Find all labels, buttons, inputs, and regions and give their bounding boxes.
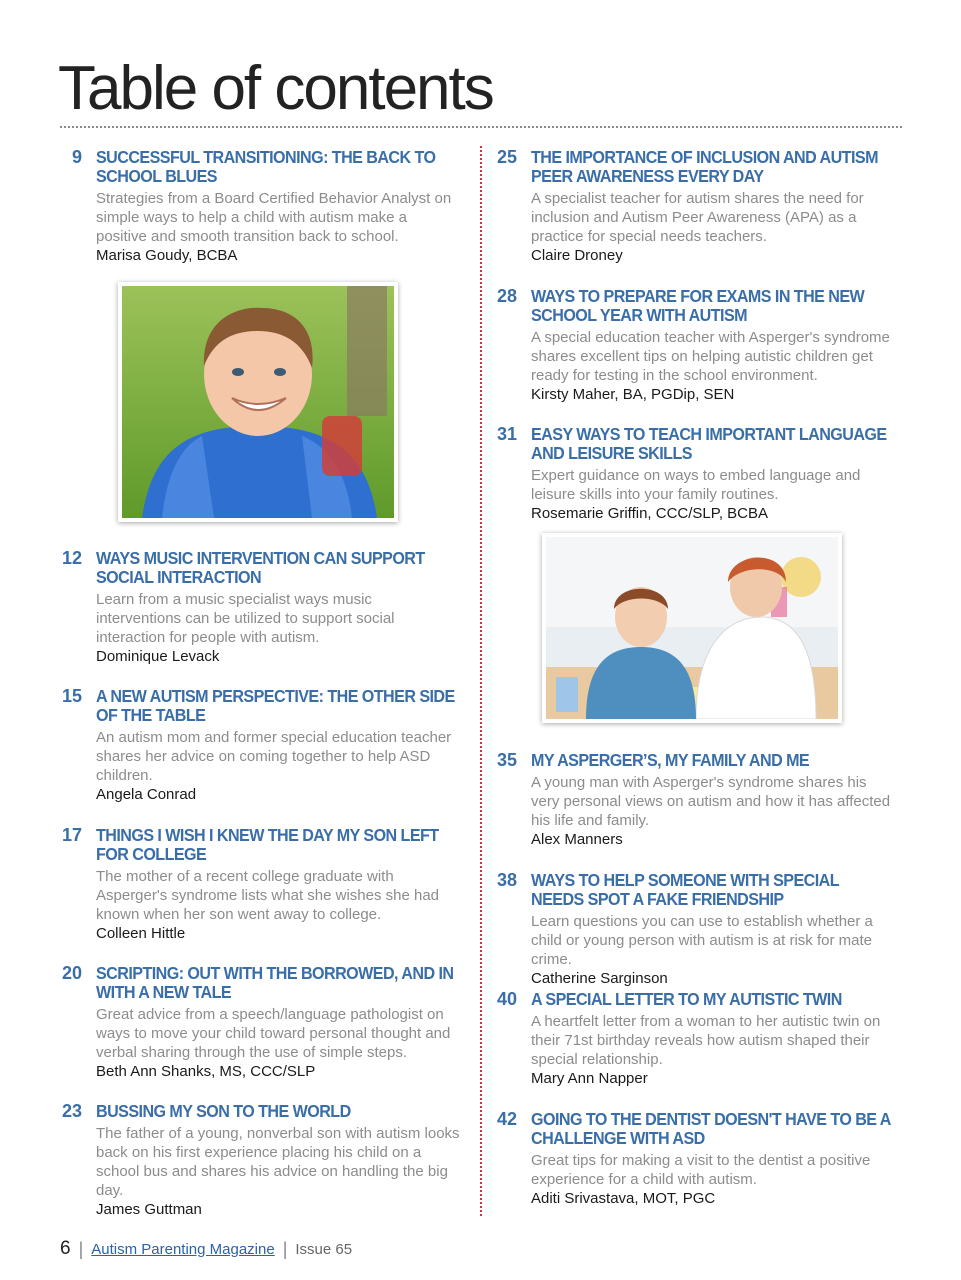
toc-entry[interactable]: [61, 963, 461, 1082]
article-author: Marisa Goudy, BCBA: [96, 247, 238, 264]
article-description: An autism mom and former special education teacher shares her advice on coming together to help ASD children.: [96, 729, 452, 784]
toc-entry[interactable]: [496, 989, 896, 1089]
toc-entry[interactable]: [496, 424, 896, 524]
footer-separator: |: [78, 1238, 84, 1259]
page-number: 38: [496, 870, 517, 890]
page-number: 17: [61, 825, 82, 845]
article-description: Strategies from a Board Certified Behavior Analyst on simple ways to help a child with autism make a positive and smooth transition back to school.: [96, 190, 452, 245]
article-author: Angela Conrad: [96, 786, 197, 803]
page-number: 40: [496, 989, 517, 1009]
toc-entry[interactable]: [496, 750, 896, 850]
footer-page-number: 6: [60, 1238, 71, 1259]
toc-entry[interactable]: [496, 870, 896, 989]
page-number: 20: [61, 963, 82, 983]
page-number: 42: [496, 1109, 517, 1129]
article-description: Expert guidance on ways to embed language and leisure skills into your family routines.: [531, 467, 861, 503]
page-number: 31: [496, 424, 517, 444]
article-title[interactable]: THE IMPORTANCE OF INCLUSION AND AUTISM PEER AWARENESS EVERY DAY: [531, 147, 878, 186]
article-description: Learn questions you can use to establish whether a child or young person with autism is at risk for mate crime.: [531, 913, 873, 968]
article-title[interactable]: WAYS MUSIC INTERVENTION CAN SUPPORT SOCIAL INTERACTION: [96, 548, 425, 587]
article-author: Kirsty Maher, BA, PGDip, SEN: [531, 386, 735, 403]
article-description: The father of a young, nonverbal son with autism looks back on his first experience placing his child on a school bus and shares his advice on handling the big day.: [96, 1125, 460, 1199]
toc-entry[interactable]: [61, 686, 461, 805]
page-number: 12: [61, 548, 82, 568]
article-title[interactable]: SUCCESSFUL TRANSITIONING: THE BACK TO SCHOOL BLUES: [96, 147, 436, 186]
article-author: Dominique Levack: [96, 648, 220, 665]
article-description: Great advice from a speech/language pathologist on ways to move your child toward personal thought and verbal sharing through the use of simple steps.: [96, 1006, 451, 1061]
page-number: 15: [61, 686, 82, 706]
article-title[interactable]: WAYS TO HELP SOMEONE WITH SPECIAL NEEDS SPOT A FAKE FRIENDSHIP: [531, 870, 839, 909]
toc-entry[interactable]: [61, 1101, 461, 1220]
title-divider: [60, 126, 902, 128]
article-description: Learn from a music specialist ways music interventions can be utilized to support social interaction for people with autism.: [96, 591, 395, 646]
article-title[interactable]: A NEW AUTISM PERSPECTIVE: THE OTHER SIDE OF THE TABLE: [96, 686, 455, 725]
column-divider: [480, 146, 482, 1216]
footer-separator: |: [282, 1238, 288, 1259]
toc-entry[interactable]: [496, 147, 896, 266]
page-number: 35: [496, 750, 517, 770]
article-title[interactable]: GOING TO THE DENTIST DOESN'T HAVE TO BE A CHALLENGE WITH ASD: [531, 1109, 891, 1148]
article-description: A special education teacher with Asperger's syndrome shares excellent tips on helping autistic children get ready for testing in the school environment.: [531, 329, 890, 384]
page-number: 9: [71, 147, 82, 167]
article-title[interactable]: EASY WAYS TO TEACH IMPORTANT LANGUAGE AND LEISURE SKILLS: [531, 424, 887, 463]
toc-entry[interactable]: [61, 825, 461, 944]
article-title[interactable]: SCRIPTING: OUT WITH THE BORROWED, AND IN WITH A NEW TALE: [96, 963, 454, 1002]
page-title: Table of contents: [58, 54, 493, 123]
article-author: Alex Manners: [531, 831, 623, 848]
article-author: Rosemarie Griffin, CCC/SLP, BCBA: [531, 505, 769, 522]
article-author: James Guttman: [96, 1201, 202, 1218]
article-author: Colleen Hittle: [96, 925, 186, 942]
article-description: A specialist teacher for autism shares the need for inclusion and Autism Peer Awareness (APA) as a practice for special needs teachers.: [531, 190, 864, 245]
boy-with-backpack-photo: [118, 282, 398, 522]
page-number: 28: [496, 286, 517, 306]
article-description: Great tips for making a visit to the dentist a positive experience for a child with autism.: [531, 1152, 871, 1188]
article-author: Mary Ann Napper: [531, 1070, 648, 1087]
page-number: 25: [496, 147, 517, 167]
page-footer: [60, 1238, 352, 1260]
article-title[interactable]: WAYS TO PREPARE FOR EXAMS IN THE NEW SCHOOL YEAR WITH AUTISM: [531, 286, 865, 325]
toc-entry[interactable]: [61, 548, 461, 667]
article-title[interactable]: BUSSING MY SON TO THE WORLD: [96, 1101, 351, 1121]
article-title[interactable]: MY ASPERGER’S, MY FAMILY AND ME: [531, 750, 810, 770]
article-title[interactable]: A SPECIAL LETTER TO MY AUTISTIC TWIN: [531, 989, 842, 1009]
magazine-link[interactable]: Autism Parenting Magazine: [91, 1240, 275, 1258]
article-description: A young man with Asperger's syndrome shares his very personal views on autism and how it has affected his life and family.: [531, 774, 891, 829]
article-author: Beth Ann Shanks, MS, CCC/SLP: [96, 1063, 316, 1080]
article-description: A heartfelt letter from a woman to her autistic twin on their 71st birthday reveals how autism shaped their special relationship.: [531, 1013, 881, 1068]
issue-label: Issue 65: [295, 1240, 353, 1258]
article-author: Claire Droney: [531, 247, 623, 264]
article-author: Catherine Sarginson: [531, 970, 668, 987]
toc-entry[interactable]: [71, 147, 461, 266]
article-title[interactable]: THINGS I WISH I KNEW THE DAY MY SON LEFT FOR COLLEGE: [96, 825, 439, 864]
article-author: Aditi Srivastava, MOT, PGC: [531, 1190, 716, 1207]
woman-and-child-crafts-photo: [542, 533, 842, 723]
page-number: 23: [61, 1101, 82, 1121]
article-description: The mother of a recent college graduate with Asperger's syndrome lists what she wishes she had known when her son went away to college.: [96, 868, 440, 923]
toc-entry[interactable]: [496, 1109, 896, 1209]
toc-entry[interactable]: [496, 286, 896, 405]
